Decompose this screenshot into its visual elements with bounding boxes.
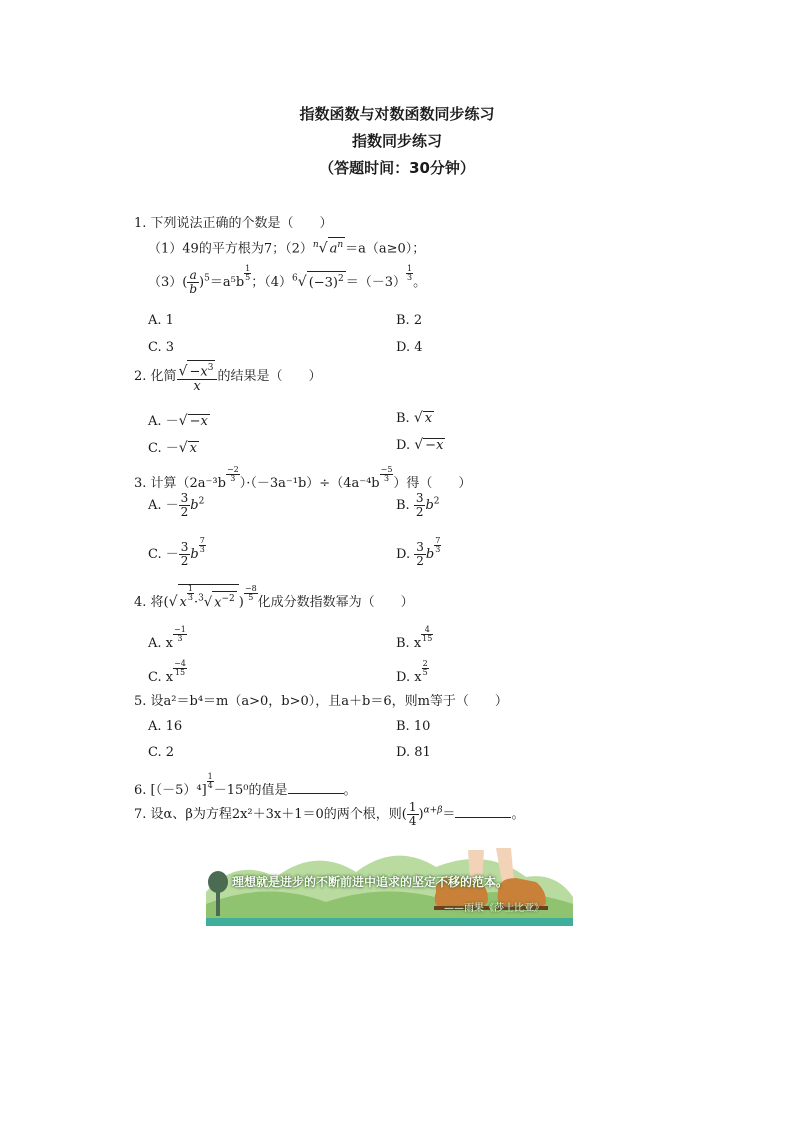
- question-5-option-d[interactable]: D. 81: [396, 745, 431, 760]
- question-3-stem: 3. 计算（2a⁻³b $\frac{-2}{3}$ ）·（－3a⁻¹b）÷（4a⁻⁴b $\frac{-5}{3}$ ）得（ ）: [134, 465, 472, 491]
- question-5-option-a[interactable]: A. 16: [148, 719, 183, 734]
- question-3-option-d[interactable]: D. $\frac{3}{2}$ b $\frac{7}{3}$: [396, 536, 441, 568]
- question-2-option-b[interactable]: B. √ x: [396, 410, 433, 426]
- question-5-option-c[interactable]: C. 2: [148, 745, 175, 760]
- question-1-option-b[interactable]: B. 2: [396, 313, 423, 328]
- question-6-answer-blank[interactable]: [288, 782, 344, 794]
- question-2-option-c[interactable]: C. －√ x: [148, 440, 198, 456]
- question-2-stem: 2. 化简 $\frac{√ -x^3}{x}$ 的结果是（ ）: [134, 360, 321, 393]
- document-title: 指数函数与对数函数同步练习: [299, 105, 495, 123]
- question-6-stem: 6. [（－5）⁴] $\frac{1}{4}$ －15⁰的值是 。: [134, 772, 357, 798]
- question-4-option-c[interactable]: C. x $\frac{-4}{15}$: [148, 659, 186, 685]
- question-4-option-d[interactable]: D. x $\frac{2}{5}$: [396, 659, 428, 685]
- question-3-option-c[interactable]: C. － $\frac{3}{2}$ b $\frac{7}{3}$: [148, 536, 205, 568]
- question-2-option-d[interactable]: D. √ −x: [396, 437, 444, 453]
- question-1-line-2: （1）49的平方根为7；$(2)^n√$ $a^n =a(a\ge 0)$；: [148, 237, 425, 256]
- document-subtitle: 指数同步练习: [351, 132, 442, 150]
- answer-time: （答题时间：30分钟）: [319, 159, 475, 177]
- question-3-option-a[interactable]: A. － $\frac{3}{2}$ $b^2$: [148, 491, 205, 519]
- question-1-option-a[interactable]: A. 1: [148, 313, 174, 328]
- question-1-line-3: （3）( $\frac{a}{b}$ )$^5$＝a⁵b $\frac{1}{5}$ ；$(4)^6√$ $(-3)^2 =(-3)$ $\frac{1}{3}$ 。: [148, 264, 427, 296]
- question-4-option-a[interactable]: A. x $\frac{-1}{3}$: [148, 625, 186, 651]
- question-1-option-c[interactable]: C. 3: [148, 340, 175, 355]
- question-4-stem: 4. 将(√ x $\frac{1}{3}$ ·$^3$√ $x^{-2}$ ) $\frac{-8}{5}$ 化成分数指数幂为（ ）: [134, 584, 414, 610]
- motto-quote: 理想就是进步的不断前进中追求的坚定不移的范本。: [232, 875, 509, 889]
- question-2-option-a[interactable]: A. －√ −x: [148, 413, 208, 429]
- question-5-stem: 5. 设a²＝b⁴＝m（a>0，b>0），且a＋b＝6，则m等于（ ）: [134, 694, 508, 709]
- motto-author: ——雨果《莎士比亚》: [444, 903, 544, 914]
- question-1-stem: 1. 下列说法正确的个数是（ ）: [134, 216, 333, 231]
- question-3-option-b[interactable]: B. $\frac{3}{2}$ $b^2$: [396, 491, 440, 519]
- question-1-option-d[interactable]: D. 4: [396, 340, 423, 355]
- question-7-answer-blank[interactable]: [455, 806, 511, 818]
- question-5-option-b[interactable]: B. 10: [396, 719, 431, 734]
- question-4-option-b[interactable]: B. x $\frac{4}{15}$: [396, 625, 433, 651]
- question-7-stem: 7. 设α、β为方程2x²＋3x＋1＝0的两个根，则( $\frac{1}{4}$ )$^{\alpha+\beta}$＝ 。: [134, 800, 525, 828]
